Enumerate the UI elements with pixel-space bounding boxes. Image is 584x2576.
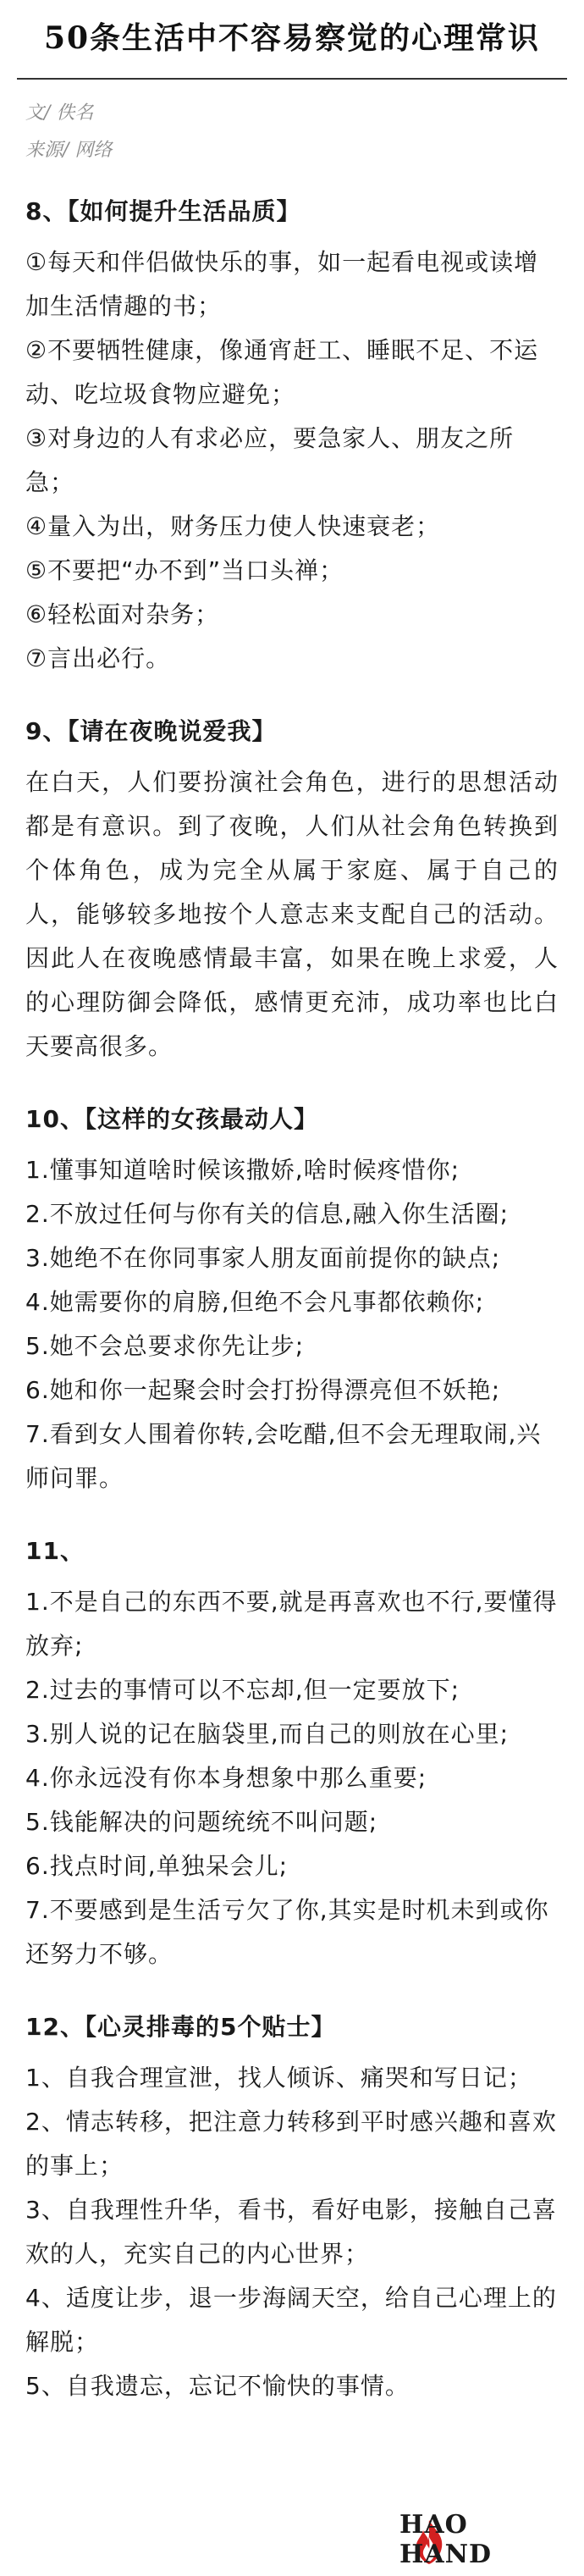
section-0 — [25, 190, 559, 681]
list-item: 2.不放过任何与你有关的信息,融入你生活圈; — [25, 1200, 510, 1228]
list-item: 6.她和你一起聚会时会打扮得漂亮但不妖艳; — [25, 1376, 501, 1404]
section-heading: 12、【心灵排毒的5个贴士】 — [25, 2013, 336, 2041]
list-item: ③对身边的人有求必应，要急家人、朋友之所急； — [25, 424, 515, 496]
list-item: 5、自我遗忘，忘记不愉快的事情。 — [25, 2372, 410, 2400]
list-item: ①每天和伴侣做快乐的事，如一起看电视或读增加生活情趣的书； — [25, 248, 539, 320]
list-item: 4.你永远没有你本身想象中那么重要; — [25, 1764, 427, 1792]
article-meta — [25, 95, 559, 169]
list-item: 4、适度让步，退一步海阔天空，给自己心理上的解脱； — [25, 2284, 557, 2356]
section-3 — [25, 1529, 559, 1976]
article-title: 50条生活中不容易察觉的心理常识 — [43, 20, 541, 56]
list-item: 3.别人说的记在脑袋里,而自己的则放在心里; — [25, 1720, 510, 1748]
list-item: ⑥轻松面对杂务； — [25, 600, 220, 628]
list-item: 1、自我合理宣泄，找人倾诉、痛哭和写日记； — [25, 2064, 532, 2092]
list-item: 2、情志转移，把注意力转移到平时感兴趣和喜欢的事上； — [25, 2108, 557, 2180]
list-item: ⑤不要把“办不到”当口头禅； — [25, 556, 344, 584]
article-sections — [25, 190, 559, 2408]
source-line: 来源/ 网络 — [25, 140, 113, 161]
list-item: 7.看到女人围着你转,会吃醋,但不会无理取闹,兴师问罪。 — [25, 1420, 542, 1492]
author-line: 文/ 佚名 — [25, 102, 94, 124]
list-item: ④量入为出，财务压力使人快速衰老； — [25, 512, 441, 540]
watermark-text: HAO HAND — [399, 2510, 493, 2569]
section-4 — [25, 2005, 559, 2408]
section-heading: 11、 — [25, 1537, 85, 1565]
list-item: 1.不是自己的东西不要,就是再喜欢也不行,要懂得放弃; — [25, 1588, 558, 1660]
list-item: 3、自我理性升华，看书，看好电影，接触自己喜欢的人，充实自己的内心世界； — [25, 2196, 557, 2268]
list-item: 6.找点时间,单独呆会儿; — [25, 1852, 289, 1880]
section-paragraph: 在白天，人们要扮演社会角色，进行的思想活动都是有意识。到了夜晚，人们从社会角色转换到个体角色，成为完全从属于家庭、属于自己的人，能够较多地按个人意志来支配自己的活动。因此人在夜晚感情最丰富，如果在晚上求爱，人的心理防御会降低，感情更充沛，成功率也比白天要高很多。 — [25, 768, 559, 1060]
list-item: 2.过去的事情可以不忘却,但一定要放下; — [25, 1676, 460, 1704]
title-divider — [17, 78, 567, 80]
section-heading: 10、【这样的女孩最动人】 — [25, 1105, 318, 1133]
list-item: 5.钱能解决的问题统统不叫问题; — [25, 1808, 378, 1836]
watermark-logo — [399, 2510, 569, 2569]
list-item: 3.她绝不在你同事家人朋友面前提你的缺点; — [25, 1244, 501, 1272]
list-item: 5.她不会总要求你先让步; — [25, 1332, 305, 1360]
list-item: 4.她需要你的肩膀,但绝不会凡事都依赖你; — [25, 1288, 485, 1316]
section-heading: 8、【如何提升生活品质】 — [25, 197, 301, 225]
list-item: 7.不要感到是生活亏欠了你,其实是时机未到或你还努力不够。 — [25, 1896, 549, 1968]
section-2 — [25, 1097, 559, 1501]
list-item: 1.懂事知道啥时候该撒娇,啥时候疼惜你; — [25, 1156, 460, 1184]
section-heading: 9、【请在夜晚说爱我】 — [25, 717, 277, 745]
list-item: ②不要牺牲健康，像通宵赶工、睡眠不足、不运动、吃垃圾食物应避免； — [25, 336, 539, 408]
section-1 — [25, 710, 559, 1069]
list-item: ⑦言出必行。 — [25, 644, 171, 672]
